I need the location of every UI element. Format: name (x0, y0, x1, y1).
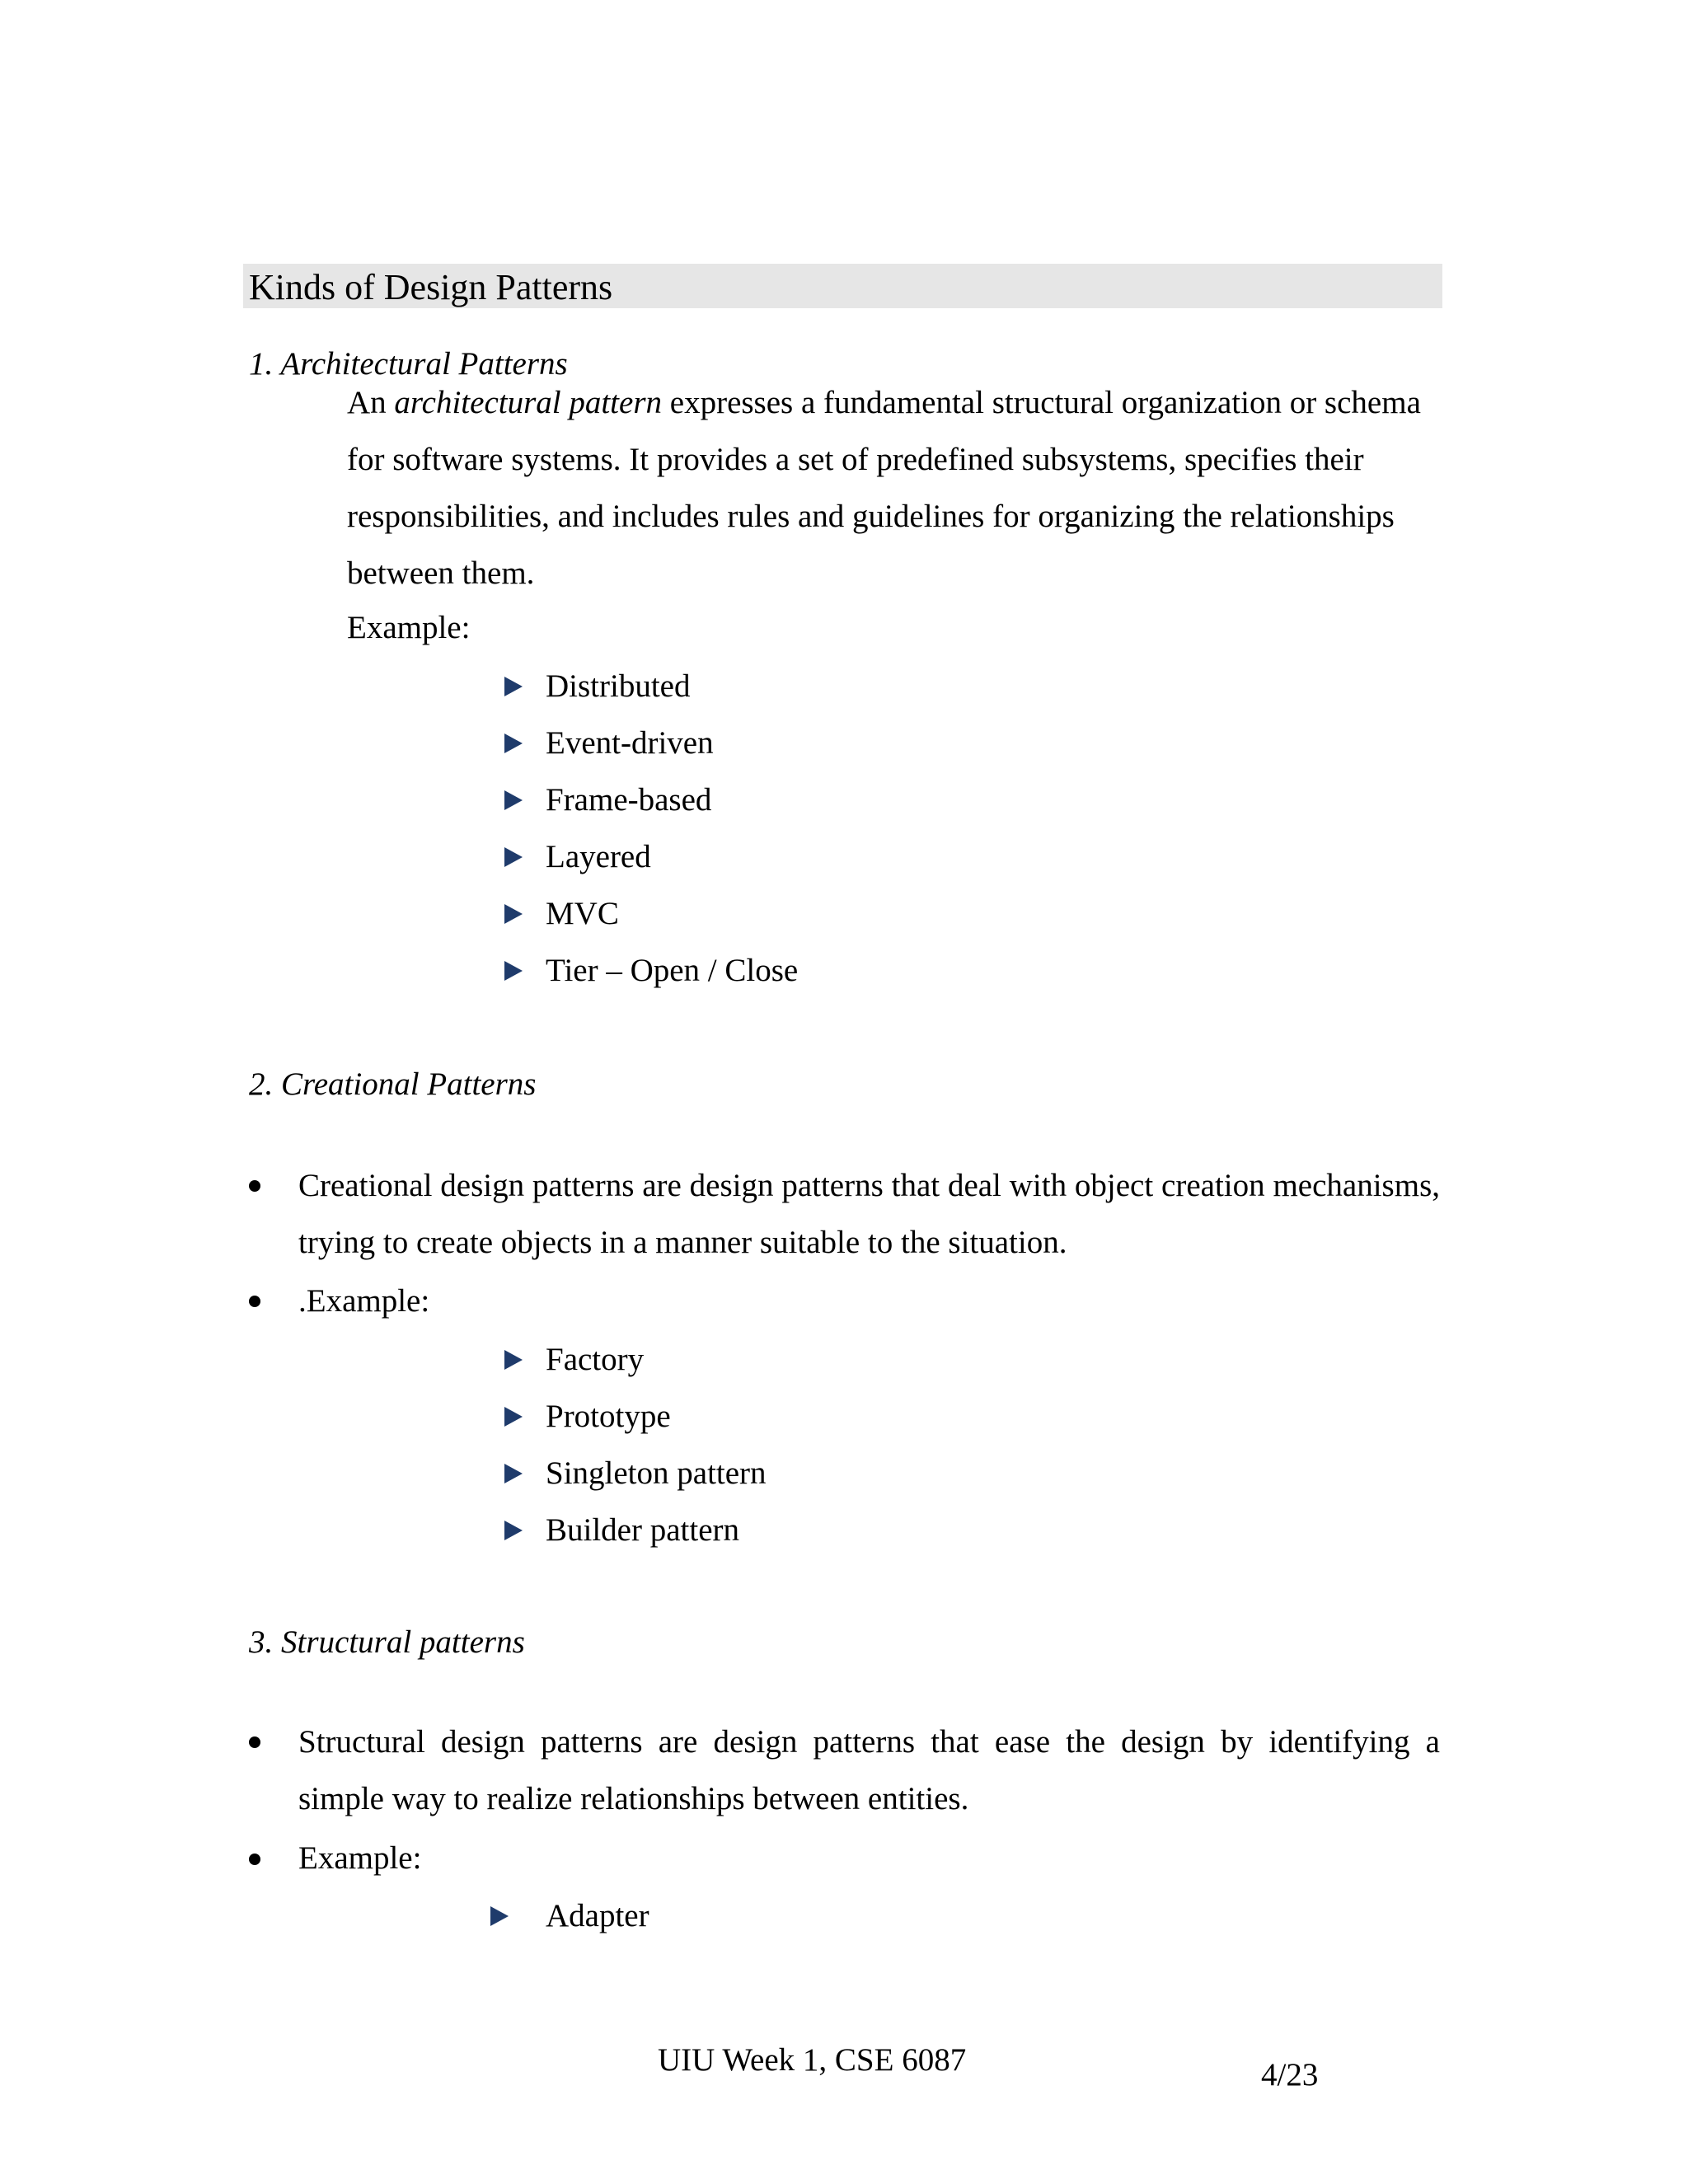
section-3-example-label: Example: (298, 1840, 422, 1876)
list-item-label: Singleton pattern (546, 1455, 767, 1491)
para-italic-term: architectural pattern (394, 385, 663, 420)
section-1-example-label: Example: (347, 610, 471, 645)
right-arrow-icon (504, 1350, 523, 1370)
list-item-label: Event-driven (546, 725, 714, 761)
list-item-label: Distributed (546, 668, 691, 704)
list-item-label: Prototype (546, 1399, 671, 1434)
bullet-dot-icon (249, 1180, 260, 1192)
right-arrow-icon (504, 733, 523, 753)
list-item-label: Builder pattern (546, 1512, 740, 1548)
right-arrow-icon (504, 677, 523, 696)
section-2-title: 2. Creational Patterns (249, 1066, 537, 1102)
para-prefix: An (347, 385, 395, 420)
list-item-label: Tier – Open / Close (546, 953, 799, 988)
right-arrow-icon (504, 904, 523, 924)
page-heading: Kinds of Design Patterns (249, 267, 613, 307)
bullet-dot-icon (249, 1736, 260, 1748)
para-rest: expresses a fundamental structural organization or schema for software systems. It provides a set of predefined subsystems, specifies their responsibilities, and includes rules and guidelines for organizing the relationships between them. (347, 385, 1421, 591)
section-1-paragraph (347, 374, 1443, 602)
section-1-title: 1. Architectural Patterns (249, 346, 568, 382)
list-item-label: Factory (546, 1342, 645, 1377)
right-arrow-icon (504, 961, 523, 981)
bullet-dot-icon (249, 1296, 260, 1307)
right-arrow-icon (504, 1407, 523, 1427)
list-item-label: Adapter (546, 1898, 649, 1933)
list-item-label: Layered (546, 839, 651, 874)
footer-course: UIU Week 1, CSE 6087 (658, 2042, 967, 2078)
section-2-example-label: .Example: (298, 1283, 430, 1319)
page-number: 4/23 (1261, 2057, 1319, 2093)
list-item-label: Frame-based (546, 782, 712, 818)
right-arrow-icon (504, 1464, 523, 1483)
list-item-label: MVC (546, 896, 619, 931)
right-arrow-icon (504, 847, 523, 867)
right-arrow-icon (504, 1521, 523, 1540)
bullet-dot-icon (249, 1854, 260, 1865)
right-arrow-icon (504, 790, 523, 810)
section-2-bullet-text: Creational design patterns are design patterns that deal with object creation mechanisms, trying to create objects in a manner suitable to the situation. (298, 1168, 1440, 1260)
section-3-title: 3. Structural patterns (249, 1624, 525, 1660)
right-arrow-icon (490, 1906, 509, 1926)
section-3-bullet-text: Structural design patterns are design patterns that ease the design by identifying a simple way to realize relationships between entities. (298, 1724, 1440, 1816)
